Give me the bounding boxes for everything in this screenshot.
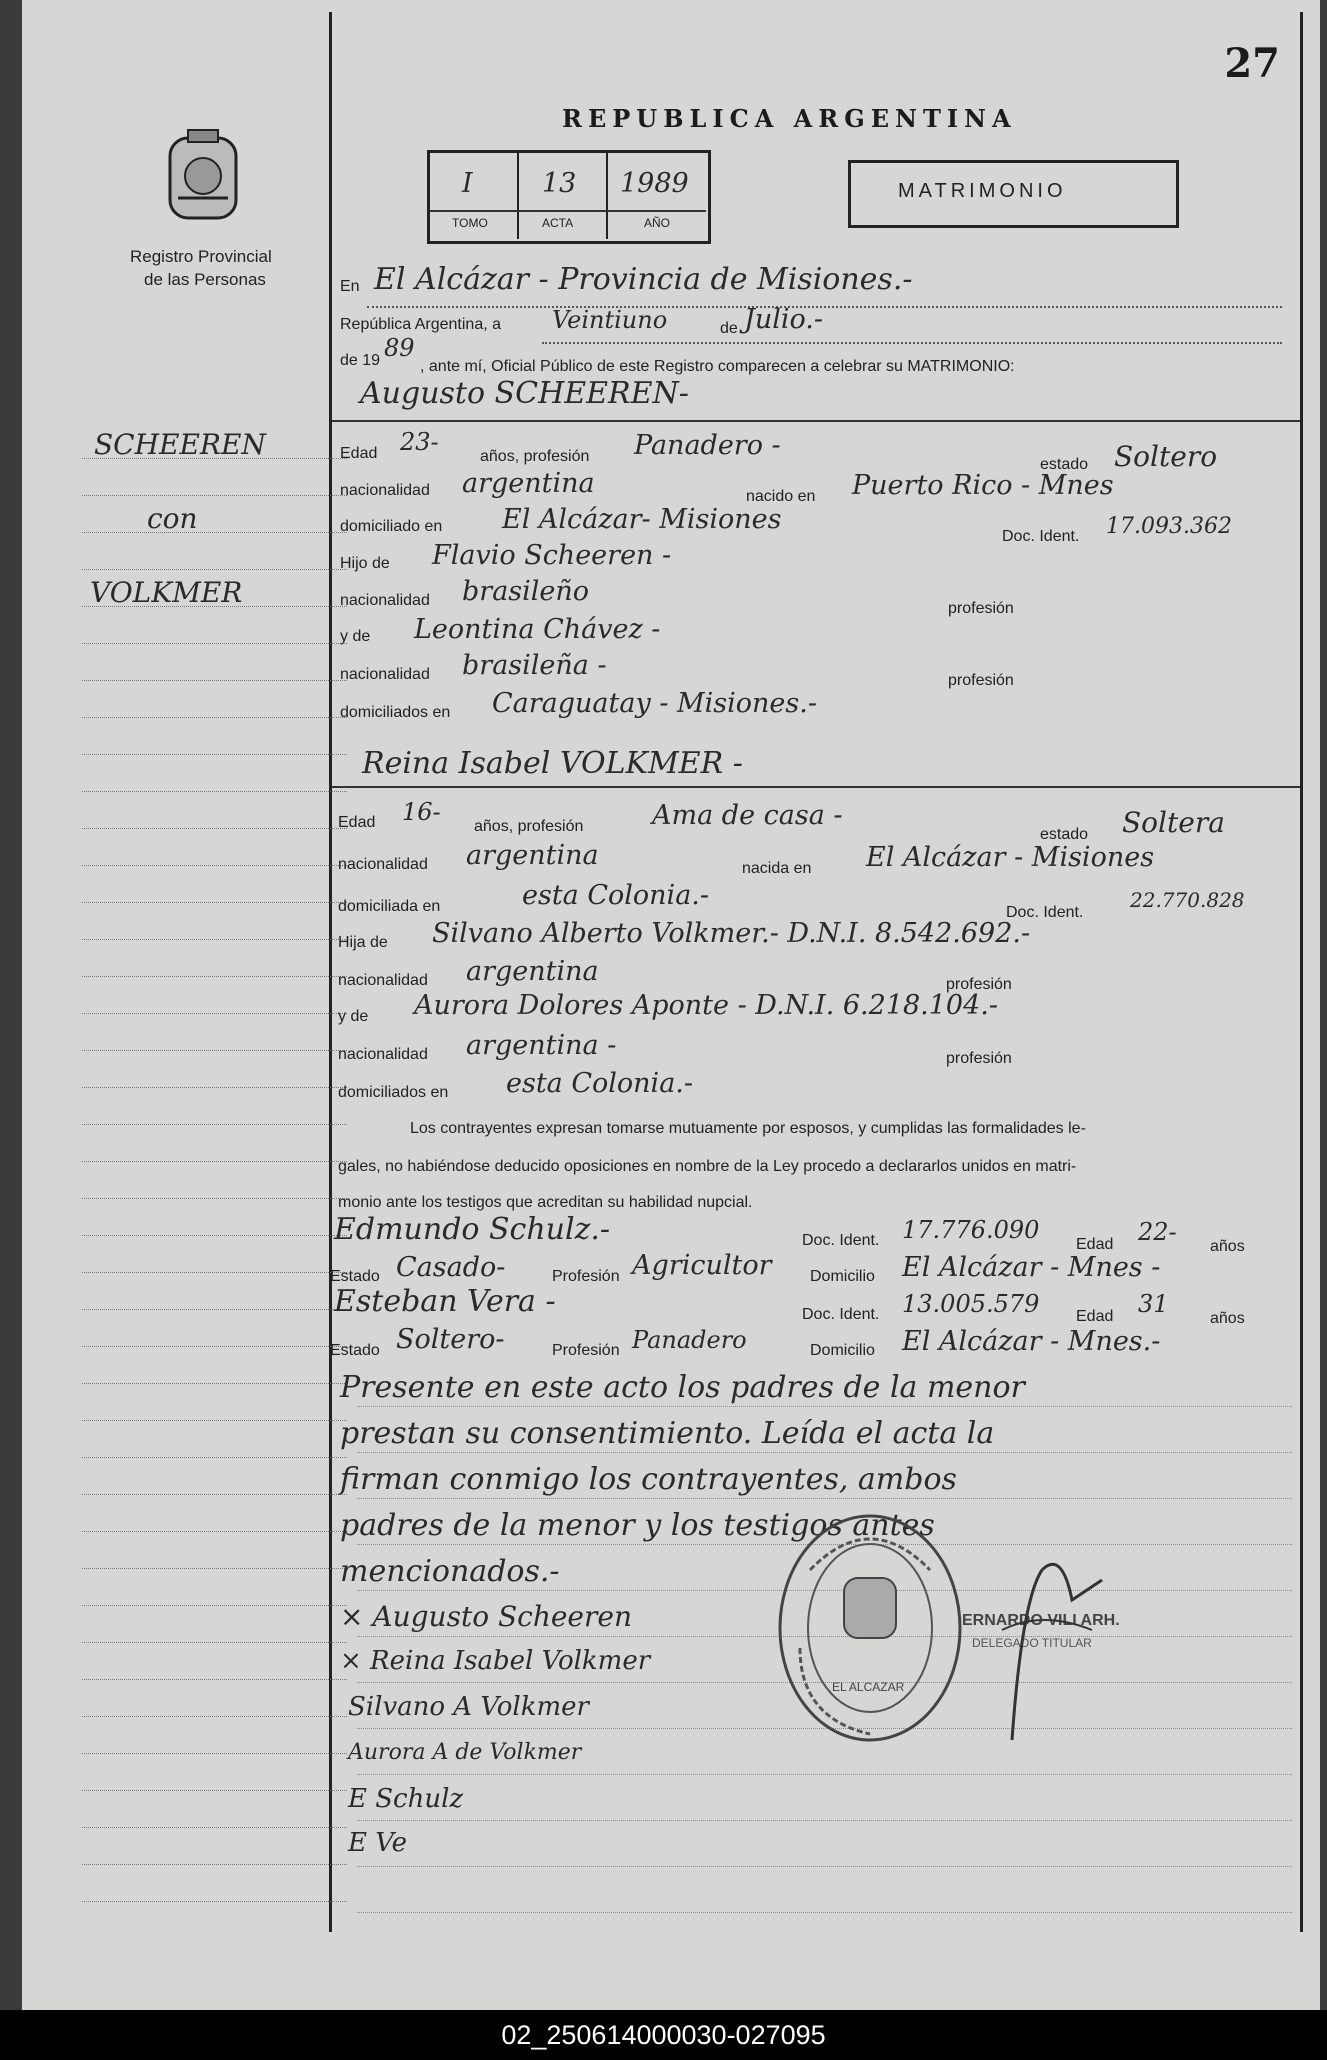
- groom-mother-prof-label: profesión: [948, 672, 1014, 689]
- margin-name-bride: VOLKMER: [90, 576, 243, 609]
- de-label: de: [720, 320, 738, 337]
- groom-father-nac: brasileño: [462, 576, 590, 607]
- register-page: [22, 0, 1320, 2010]
- bride-mother-nac-label: nacionalidad: [338, 1046, 428, 1063]
- groom-prof-label: años, profesión: [480, 448, 590, 465]
- groom-edad-label: Edad: [340, 445, 378, 462]
- provincial-emblem-icon: [164, 128, 242, 228]
- groom-father-prof-label: profesión: [948, 600, 1014, 617]
- witness2-profesion: Panadero: [632, 1326, 747, 1354]
- signature-bride: × Reina Isabel Volkmer: [340, 1646, 651, 1676]
- groom-mother: Leontina Chávez -: [414, 614, 661, 645]
- groom-father: Flavio Scheeren -: [432, 540, 672, 571]
- witness2-dom-label: Domicilio: [810, 1342, 875, 1359]
- witness2-domicilio: El Alcázar - Mnes.-: [902, 1326, 1161, 1357]
- ano-label: AÑO: [644, 216, 671, 230]
- witness1-name: Edmundo Schulz.-: [334, 1212, 611, 1247]
- witness1-estado: Casado-: [396, 1252, 506, 1283]
- bride-nacida-label: nacida en: [742, 860, 812, 877]
- bride-nacionalidad: argentina: [466, 840, 599, 871]
- signature-witness1: E Schulz: [348, 1784, 464, 1814]
- witness2-name: Esteban Vera -: [334, 1284, 556, 1319]
- bride-doc: 22.770.828: [1130, 888, 1245, 912]
- signature-witness2: E Ve: [348, 1828, 408, 1858]
- groom-doc-label: Doc. Ident.: [1002, 528, 1080, 545]
- en-label: En: [340, 278, 360, 295]
- bride-mother: Aurora Dolores Aponte - D.N.I. 6.218.104.-: [414, 990, 998, 1021]
- bride-doc-label: Doc. Ident.: [1006, 904, 1084, 921]
- groom-name: Augusto SCHEEREN-: [360, 376, 689, 411]
- bride-father: Silvano Alberto Volkmer.- D.N.I. 8.542.692.-: [432, 918, 1031, 949]
- note-line: mencionados.-: [340, 1554, 560, 1589]
- acta-value: 13: [542, 168, 577, 199]
- marriage-year: 89: [384, 334, 415, 362]
- signature-groom: × Augusto Scheeren: [340, 1600, 632, 1633]
- signature-bride-father: Silvano A Volkmer: [348, 1692, 589, 1722]
- right-border: [1300, 12, 1303, 1932]
- marriage-month: Julio.-: [744, 304, 823, 335]
- seal-place: EL ALCAZAR: [832, 1680, 905, 1694]
- witness1-domicilio: El Alcázar - Mnes -: [902, 1252, 1161, 1283]
- witness2-edad-label: Edad: [1076, 1308, 1114, 1325]
- registry-seal-icon: [770, 1508, 970, 1748]
- witness1-profesion: Agricultor: [632, 1250, 772, 1281]
- note-line: padres de la menor y los testigos antes: [340, 1508, 935, 1543]
- page-number: 27: [1224, 40, 1280, 87]
- groom-mother-nac-label: nacionalidad: [340, 666, 430, 683]
- bride-dom-label: domiciliada en: [338, 898, 441, 915]
- groom-estado: Soltero: [1114, 440, 1218, 473]
- groom-mother-nac: brasileña -: [462, 650, 607, 681]
- ano-value: 1989: [620, 168, 689, 199]
- groom-estado-label: estado: [1040, 456, 1089, 473]
- register-sub: de las Personas: [144, 270, 266, 289]
- note-line: Presente en este acto los padres de la menor: [340, 1370, 1025, 1405]
- acta-label: ACTA: [542, 216, 574, 230]
- statement-line3: monio ante los testigos que acreditan su habilidad nupcial.: [338, 1194, 753, 1211]
- signature-bride-mother: Aurora A de Volkmer: [348, 1740, 582, 1765]
- left-margin-border: [329, 12, 332, 1932]
- groom-edad: 23-: [400, 428, 439, 456]
- bride-edad-label: Edad: [338, 814, 376, 831]
- witness1-edad-label: Edad: [1076, 1236, 1114, 1253]
- margin-name-groom: SCHEEREN: [94, 428, 266, 461]
- witness1-doc: 17.776.090: [902, 1216, 1040, 1244]
- official-name: ERNARDO VILI ARH.: [962, 1612, 1120, 1629]
- groom-yde-label: y de: [340, 628, 371, 645]
- bride-parents-dom: esta Colonia.-: [506, 1068, 693, 1099]
- witness1-edad: 22-: [1138, 1218, 1177, 1246]
- groom-domicilio: El Alcázar- Misiones: [502, 504, 782, 535]
- witness2-doc: 13.005.579: [902, 1290, 1040, 1318]
- official-title: DELEGADO TITULAR: [972, 1636, 1092, 1650]
- register-name: Registro Provincial: [130, 247, 272, 266]
- bride-name: Reina Isabel VOLKMER -: [362, 746, 743, 781]
- groom-nacido: Puerto Rico - Mnes: [852, 470, 1114, 501]
- bride-estado: Soltera: [1122, 806, 1225, 839]
- bride-estado-label: estado: [1040, 826, 1089, 843]
- republica-label: República Argentina, a: [340, 316, 501, 333]
- bride-prof-label: años, profesión: [474, 818, 584, 835]
- groom-parents-dom: Caraguatay - Misiones.-: [492, 688, 817, 719]
- witness2-edad: 31: [1138, 1290, 1169, 1318]
- witness2-estado: Soltero-: [396, 1324, 505, 1355]
- groom-nacido-label: nacido en: [746, 488, 816, 505]
- tomo-label: TOMO: [452, 216, 488, 230]
- groom-parents-dom-label: domiciliados en: [340, 704, 451, 721]
- bride-father-nac: argentina: [466, 956, 599, 987]
- bride-mother-prof-label: profesión: [946, 1050, 1012, 1067]
- groom-father-nac-label: nacionalidad: [340, 592, 430, 609]
- witness2-anos-label: años: [1210, 1310, 1245, 1327]
- witness1-estado-label: Estado: [330, 1268, 380, 1285]
- witness1-dom-label: Domicilio: [810, 1268, 875, 1285]
- witness2-estado-label: Estado: [330, 1342, 380, 1359]
- margin-con: con: [147, 502, 198, 535]
- bride-yde-label: y de: [338, 1008, 369, 1025]
- bride-mother-nac: argentina -: [466, 1030, 617, 1061]
- groom-dom-label: domiciliado en: [340, 518, 443, 535]
- note-line: firman conmigo los contrayentes, ambos: [340, 1462, 957, 1497]
- footer-id: 02_250614000030-027095: [0, 2010, 1327, 2060]
- witness1-doc-label: Doc. Ident.: [802, 1232, 880, 1249]
- bride-edad: 16-: [402, 798, 441, 826]
- marriage-place: El Alcázar - Provincia de Misiones.-: [374, 262, 913, 297]
- record-type: MATRIMONIO: [898, 180, 1067, 202]
- bride-nac-label: nacionalidad: [338, 856, 428, 873]
- ante-text: , ante mí, Oficial Público de este Registro comparecen a celebrar su MATRIMONIO:: [420, 358, 1015, 375]
- bride-nacida: El Alcázar - Misiones: [866, 842, 1155, 873]
- bride-profesion: Ama de casa -: [652, 800, 843, 831]
- country-title: REPUBLICA ARGENTINA: [562, 104, 1017, 133]
- groom-doc: 17.093.362: [1106, 514, 1232, 539]
- official-signature-icon: [982, 1540, 1122, 1780]
- witness1-anos-label: años: [1210, 1238, 1245, 1255]
- groom-nac-label: nacionalidad: [340, 482, 430, 499]
- groom-profesion: Panadero -: [634, 430, 781, 461]
- tomo-value: I: [462, 168, 473, 199]
- bride-parents-dom-label: domiciliados en: [338, 1084, 449, 1101]
- statement-line1: Los contrayentes expresan tomarse mutuamente por esposos, y cumplidas las formalidades le-: [410, 1120, 1086, 1137]
- groom-nacionalidad: argentina: [462, 468, 595, 499]
- bride-hija-label: Hija de: [338, 934, 388, 951]
- groom-hijo-label: Hijo de: [340, 555, 390, 572]
- witness1-prof-label: Profesión: [552, 1268, 620, 1285]
- statement-line2: gales, no habiéndose deducido oposiciones en nombre de la Ley procedo a declararlos unidos en matri-: [338, 1158, 1077, 1175]
- marriage-day: Veintiuno: [552, 306, 668, 334]
- witness2-doc-label: Doc. Ident.: [802, 1306, 880, 1323]
- year-prefix: de 19: [340, 352, 381, 369]
- bride-domicilio: esta Colonia.-: [522, 880, 709, 911]
- bride-father-nac-label: nacionalidad: [338, 972, 428, 989]
- witness2-prof-label: Profesión: [552, 1342, 620, 1359]
- note-line: prestan su consentimiento. Leída el acta la: [340, 1416, 995, 1451]
- bride-father-prof-label: profesión: [946, 976, 1012, 993]
